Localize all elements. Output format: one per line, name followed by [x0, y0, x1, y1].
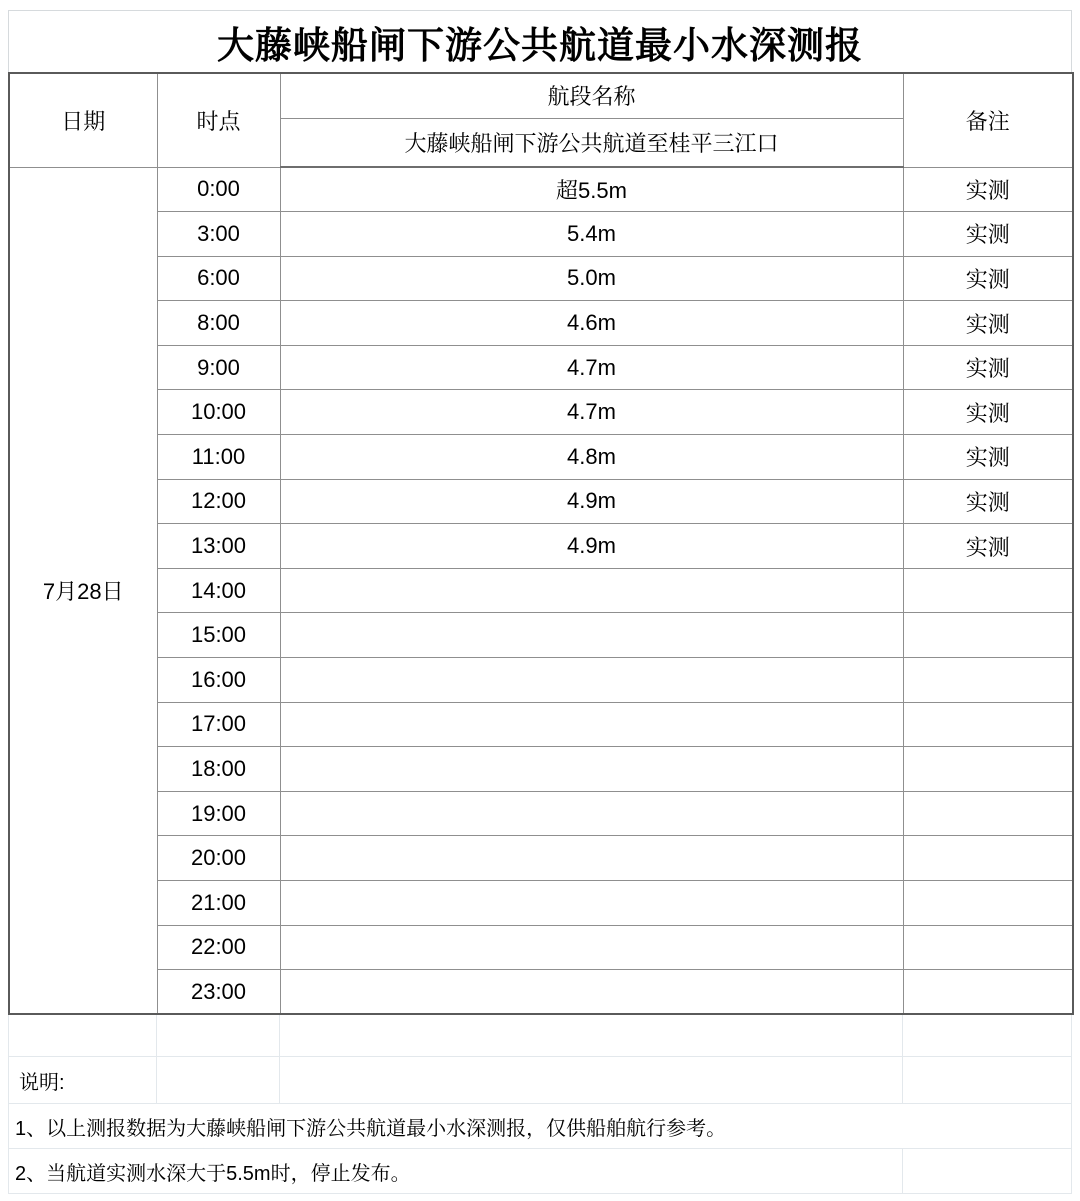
table-row	[9, 702, 1073, 747]
time-cell: 13:00	[157, 524, 280, 569]
time-cell: 0:00	[157, 167, 280, 212]
depth-cell	[280, 881, 903, 926]
time-cell: 11:00	[157, 435, 280, 480]
depth-cell	[280, 836, 903, 881]
table-row	[9, 836, 1073, 881]
remark-cell	[903, 747, 1073, 792]
spacer-cell	[903, 1015, 1071, 1057]
remark-cell: 实测	[903, 345, 1073, 390]
notes-section	[8, 1015, 1072, 1194]
depth-report-table	[8, 72, 1074, 1015]
title-block	[8, 10, 1072, 72]
depth-cell	[280, 970, 903, 1015]
table-row	[9, 970, 1073, 1015]
time-cell: 15:00	[157, 613, 280, 658]
depth-cell	[280, 702, 903, 747]
time-cell: 16:00	[157, 658, 280, 703]
header-remark: 备注	[903, 73, 1073, 167]
page-title: 大藤峡船闸下游公共航道最小水深测报	[217, 24, 863, 66]
header-row-1	[9, 73, 1073, 118]
remark-cell	[903, 836, 1073, 881]
note-item-2: 2、当航道实测水深大于5.5m时，停止发布。	[9, 1149, 903, 1193]
time-cell: 3:00	[157, 212, 280, 257]
remark-cell	[903, 791, 1073, 836]
table-row	[9, 167, 1073, 212]
table-row	[9, 613, 1073, 658]
table-row	[9, 390, 1073, 435]
time-cell: 14:00	[157, 568, 280, 613]
table-row	[9, 345, 1073, 390]
time-cell: 20:00	[157, 836, 280, 881]
spacer-cell	[157, 1015, 280, 1057]
spacer-cell	[903, 1057, 1071, 1104]
spacer-cell	[157, 1057, 280, 1104]
time-cell: 22:00	[157, 925, 280, 970]
depth-cell: 4.7m	[280, 345, 903, 390]
depth-cell: 4.7m	[280, 390, 903, 435]
spacer-cell	[280, 1057, 903, 1104]
depth-cell	[280, 925, 903, 970]
notes-label: 说明:	[9, 1057, 157, 1104]
table-row	[9, 212, 1073, 257]
table-row	[9, 881, 1073, 926]
depth-cell: 4.9m	[280, 524, 903, 569]
remark-cell: 实测	[903, 212, 1073, 257]
time-cell: 9:00	[157, 345, 280, 390]
depth-cell	[280, 613, 903, 658]
table-row	[9, 435, 1073, 480]
depth-cell: 5.0m	[280, 256, 903, 301]
remark-cell	[903, 613, 1073, 658]
header-time: 时点	[157, 73, 280, 167]
spacer-cell	[903, 1149, 1071, 1193]
header-segment-route: 大藤峡船闸下游公共航道至桂平三江口	[280, 118, 903, 167]
remark-cell: 实测	[903, 167, 1073, 212]
time-cell: 18:00	[157, 747, 280, 792]
remark-cell: 实测	[903, 524, 1073, 569]
depth-cell: 4.8m	[280, 435, 903, 480]
time-cell: 8:00	[157, 301, 280, 346]
table-row	[9, 747, 1073, 792]
table-row	[9, 479, 1073, 524]
time-cell: 23:00	[157, 970, 280, 1015]
time-cell: 21:00	[157, 881, 280, 926]
time-cell: 10:00	[157, 390, 280, 435]
table-header	[9, 73, 1073, 167]
header-date: 日期	[9, 73, 157, 167]
depth-cell	[280, 658, 903, 703]
note-item-1: 1、以上测报数据为大藤峡船闸下游公共航道最小水深测报，仅供船舶航行参考。	[9, 1104, 1071, 1149]
depth-cell	[280, 747, 903, 792]
depth-cell: 超5.5m	[280, 167, 903, 212]
remark-cell	[903, 658, 1073, 703]
spacer-cell	[9, 1015, 157, 1057]
depth-cell: 4.6m	[280, 301, 903, 346]
table-row	[9, 256, 1073, 301]
table-row	[9, 568, 1073, 613]
remark-cell	[903, 970, 1073, 1015]
remark-cell: 实测	[903, 390, 1073, 435]
depth-cell	[280, 791, 903, 836]
remark-cell: 实测	[903, 256, 1073, 301]
depth-cell: 5.4m	[280, 212, 903, 257]
remark-cell	[903, 568, 1073, 613]
spacer-cell	[280, 1015, 903, 1057]
table-row	[9, 301, 1073, 346]
remark-cell: 实测	[903, 479, 1073, 524]
depth-cell	[280, 568, 903, 613]
remark-cell	[903, 881, 1073, 926]
header-segment: 航段名称	[280, 73, 903, 118]
remark-cell: 实测	[903, 435, 1073, 480]
time-cell: 17:00	[157, 702, 280, 747]
table-body	[9, 167, 1073, 1014]
depth-cell: 4.9m	[280, 479, 903, 524]
table-row	[9, 524, 1073, 569]
table-row	[9, 658, 1073, 703]
table-row	[9, 925, 1073, 970]
remark-cell: 实测	[903, 301, 1073, 346]
time-cell: 19:00	[157, 791, 280, 836]
table-row	[9, 791, 1073, 836]
time-cell: 12:00	[157, 479, 280, 524]
time-cell: 6:00	[157, 256, 280, 301]
remark-cell	[903, 925, 1073, 970]
date-cell: 7月28日	[9, 167, 157, 1014]
remark-cell	[903, 702, 1073, 747]
report-sheet	[8, 10, 1072, 1194]
